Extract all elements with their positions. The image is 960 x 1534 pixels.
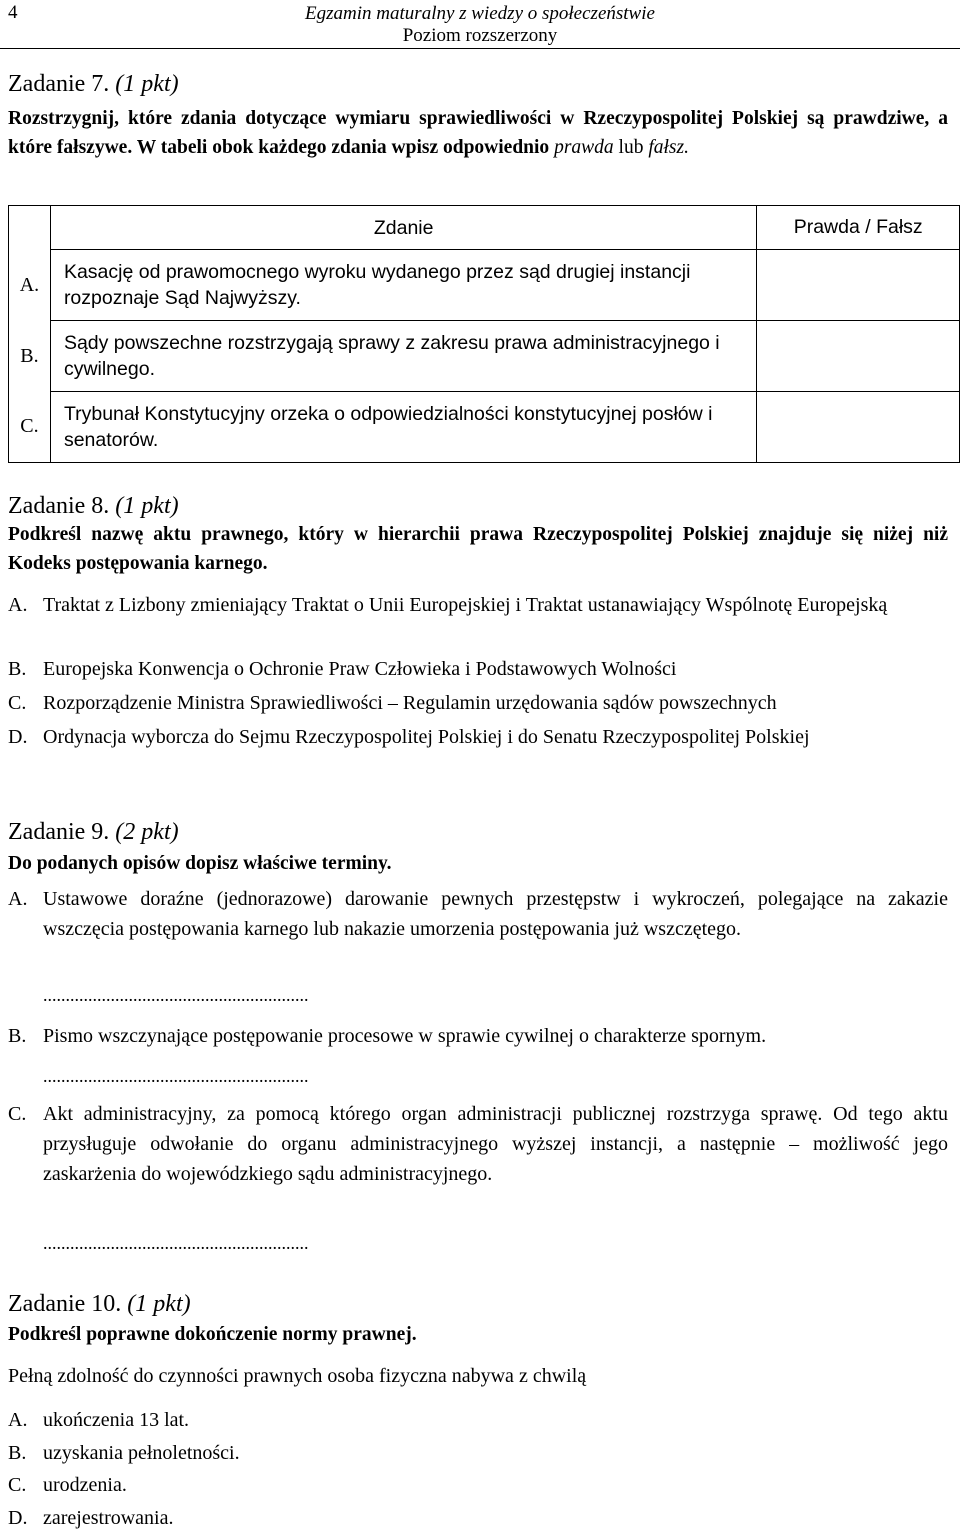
option-letter: B. bbox=[8, 658, 27, 680]
header-divider bbox=[0, 48, 960, 49]
task-7-points: (1 pkt) bbox=[115, 71, 179, 97]
answer-blank[interactable]: ........................................................... bbox=[43, 1233, 309, 1253]
option-text: Rozporządzenie Ministra Sprawiedliwości – Regulamin urzędowania sądów powszechnych bbox=[43, 692, 777, 714]
option-text: ukończenia 13 lat. bbox=[43, 1409, 190, 1431]
task-9-item bbox=[8, 1021, 948, 1051]
answer-cell[interactable] bbox=[757, 392, 960, 463]
task-10-title bbox=[8, 1290, 191, 1318]
answer-cell[interactable] bbox=[757, 321, 960, 392]
row-letter: B. bbox=[9, 321, 51, 392]
item-letter: C. bbox=[8, 1103, 27, 1125]
row-letter: A. bbox=[9, 250, 51, 321]
exam-title: Egzamin maturalny z wiedzy o społeczeństwie bbox=[305, 3, 655, 24]
option-letter: A. bbox=[8, 1409, 28, 1431]
task-9-instruction: Do podanych opisów dopisz właściwe terminy. bbox=[8, 853, 392, 874]
task-8-title bbox=[8, 492, 179, 520]
task-9-title bbox=[8, 818, 179, 846]
task-8-option[interactable] bbox=[8, 722, 948, 752]
word-true: prawda bbox=[554, 137, 614, 158]
option-letter: C. bbox=[8, 1474, 27, 1496]
exam-level: Poziom rozszerzony bbox=[402, 25, 558, 46]
option-letter: D. bbox=[8, 1507, 28, 1529]
task-9-item bbox=[8, 884, 948, 944]
task-10-option[interactable] bbox=[8, 1470, 948, 1500]
task-8-option[interactable] bbox=[8, 654, 948, 684]
task-10-stem: Pełną zdolność do czynności prawnych osoba fizyczna nabywa z chwilą bbox=[8, 1365, 587, 1387]
item-text: Pismo wszczynające postępowanie procesowe w sprawie cywilnej o charakterze spornym. bbox=[43, 1025, 767, 1047]
word-false: fałsz. bbox=[648, 137, 689, 158]
option-text: Ordynacja wyborcza do Sejmu Rzeczypospolitej Polskiej i do Senatu Rzeczypospolitej Polskiej bbox=[43, 726, 810, 748]
task-7-instruction-text: Rozstrzygnij, które zdania dotyczące wymiaru sprawiedliwości w Rzeczypospolitej Polskiej są prawdziwe, a które fałszywe. W tabeli obok każdego zdania wpisz odpowiednio bbox=[8, 108, 948, 158]
col-statement-header: Zdanie bbox=[50, 206, 756, 250]
task-10-option[interactable] bbox=[8, 1503, 948, 1533]
option-letter: C. bbox=[8, 692, 27, 714]
col-answer-header: Prawda / Fałsz bbox=[757, 206, 960, 250]
word-or: lub bbox=[613, 137, 649, 158]
task-10-option[interactable] bbox=[8, 1438, 948, 1468]
true-false-table bbox=[8, 205, 960, 463]
item-letter: B. bbox=[8, 1025, 27, 1047]
task-9-label: Zadanie 9. bbox=[8, 819, 110, 845]
task-7-label: Zadanie 7. bbox=[8, 71, 110, 97]
task-10-label: Zadanie 10. bbox=[8, 1291, 122, 1317]
option-text: Europejska Konwencja o Ochronie Praw Człowieka i Podstawowych Wolności bbox=[43, 658, 677, 680]
item-letter: A. bbox=[8, 888, 28, 910]
table-row bbox=[9, 392, 960, 463]
option-text: uzyskania pełnoletności. bbox=[43, 1442, 240, 1464]
row-statement: Kasację od prawomocnego wyroku wydanego przez sąd drugiej instancji rozpoznaje Sąd Najwyższy. bbox=[50, 250, 756, 321]
task-8-instruction: Podkreśl nazwę aktu prawnego, który w hierarchii prawa Rzeczypospolitej Polskiej znajduje się niżej niż Kodeks postępowania karnego. bbox=[8, 524, 948, 574]
answer-blank[interactable]: ........................................................... bbox=[43, 1066, 309, 1086]
task-9-points: (2 pkt) bbox=[115, 819, 179, 845]
item-text: Akt administracyjny, za pomocą którego organ administracji publicznej rozstrzyga sprawę. Od tego aktu przysługuje odwołanie do organu administracyjnego wyższej instancji, a następnie – możliwość jego zaskarżenia do wojewódzkiego sądu administracyjnego. bbox=[43, 1103, 948, 1185]
task-7-instruction bbox=[8, 104, 948, 162]
option-letter: B. bbox=[8, 1442, 27, 1464]
answer-cell[interactable] bbox=[757, 250, 960, 321]
item-text: Ustawowe doraźne (jednorazowe) darowanie pewnych przestępstw i wykroczeń, polegające na zakazie wszczęcia postępowania karnego lub nakazie umorzenia postępowania już wszczętego. bbox=[43, 888, 948, 940]
task-9-item bbox=[8, 1099, 948, 1189]
table-corner bbox=[9, 206, 51, 250]
task-8-option[interactable] bbox=[8, 590, 948, 620]
row-letter: C. bbox=[9, 392, 51, 463]
option-text: urodzenia. bbox=[43, 1474, 127, 1496]
table-row bbox=[9, 250, 960, 321]
answer-blank[interactable]: ........................................................... bbox=[43, 985, 309, 1005]
task-7-title bbox=[8, 70, 179, 98]
task-8-option[interactable] bbox=[8, 688, 948, 718]
row-statement: Sądy powszechne rozstrzygają sprawy z zakresu prawa administracyjnego i cywilnego. bbox=[50, 321, 756, 392]
task-10-instruction: Podkreśl poprawne dokończenie normy prawnej. bbox=[8, 1324, 417, 1345]
table-row bbox=[9, 321, 960, 392]
row-statement: Trybunał Konstytucyjny orzeka o odpowiedzialności konstytucyjnej posłów i senatorów. bbox=[50, 392, 756, 463]
task-10-option[interactable] bbox=[8, 1405, 948, 1435]
task-10-points: (1 pkt) bbox=[127, 1291, 191, 1317]
page-number: 4 bbox=[8, 2, 18, 23]
option-letter: A. bbox=[8, 594, 28, 616]
task-8-points: (1 pkt) bbox=[115, 493, 179, 519]
option-text: Traktat z Lizbony zmieniający Traktat o Unii Europejskiej i Traktat ustanawiający Wspólnotę Europejską bbox=[43, 594, 888, 616]
option-letter: D. bbox=[8, 726, 28, 748]
task-8-label: Zadanie 8. bbox=[8, 493, 110, 519]
option-text: zarejestrowania. bbox=[43, 1507, 174, 1529]
